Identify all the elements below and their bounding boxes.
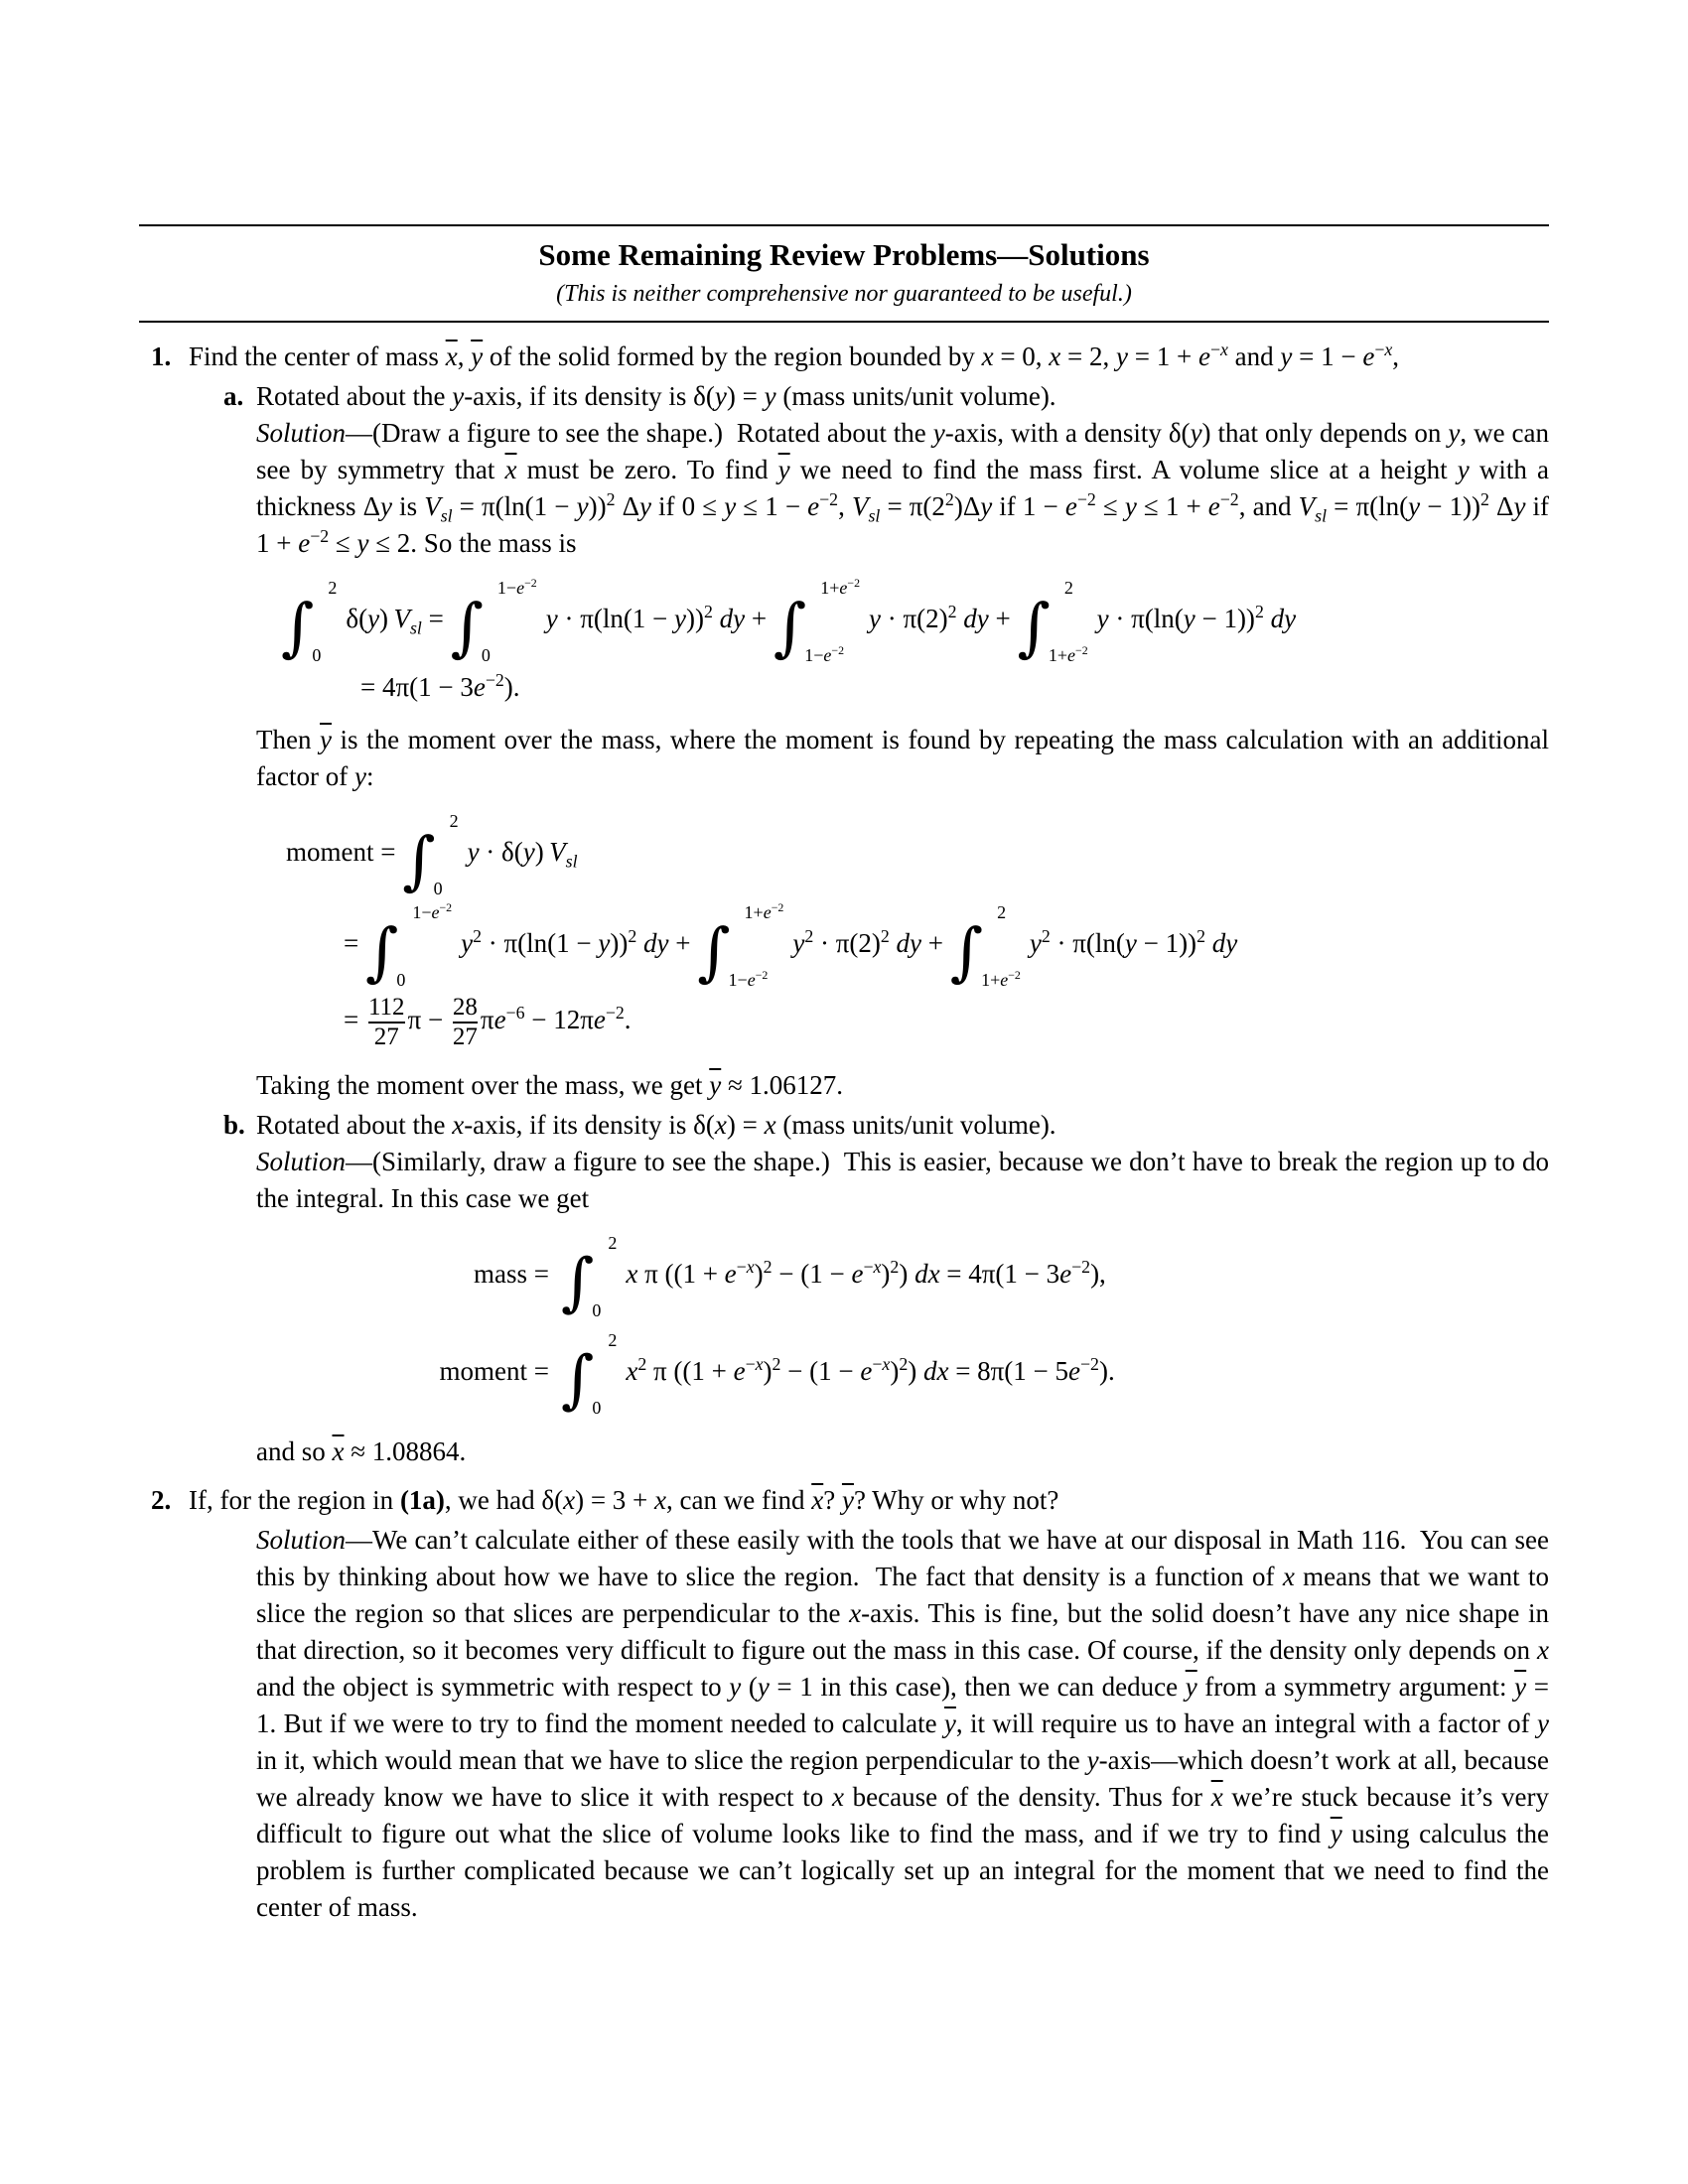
equation-moment-a (256, 811, 1549, 1051)
problem-2-statement: If, for the region in (1a), we had δ(x) = 3 + x, can we find $\overline{x}$? $\overline{y}$? Why or why not? (189, 1485, 1059, 1515)
problem-2-number: 2. (151, 1485, 172, 1515)
problem-2-solution: Solution—We can’t calculate either of these easily with the tools that we have at our disposal in Math 116. You can see this by thinking about how we have to slice the region. The fact that density is a function of x means that we want to slice the region so that slices are perpendicular to the x-axis. This is fine, but the solid doesn’t have any nice shape in that direction, so it becomes very difficult to figure out the mass in this case. Of course, if the density only depends on x and the object is symmetric with respect to y (y = 1 in this case), then we can deduce $\overline{y}$ from a symmetry argument: $\overline{y} = 1$. But if we were to try to find the moment needed to calculate $\overline{y}$, it will require us to have an integral with a factor of y in it, which would mean that we have to slice the region perpendicular to the y-axis—which doesn’t work at all, because we already know we have to slice it with respect to x because of the density. Thus for $\overline{x}$ we’re stuck because it’s very difficult to figure out what the slice of volume looks like to find the mass, and if we try to find $\overline{y}$ using calculus the problem is further complicated because we can’t logically set up an integral for the moment that we need to find the center of mass. (256, 1525, 1550, 1922)
equation-moment-b-expression: ∫ 2 0 $x^2$ π $((1 + e^{-x})^2 - (1 - e^{-x})^2)$ dx = $8\pi(1 - 5e^{-2})$. (561, 1330, 1115, 1418)
part-b-solution: Solution—(Similarly, draw a figure to see the shape.) This is easier, because we don’t have to break the region up to do the integral. In this case we get (256, 1147, 1549, 1213)
document-header (139, 226, 1549, 321)
problem-2 (139, 1482, 1549, 1926)
problem-1-part-b (189, 1107, 1549, 1470)
part-b-label: b. (223, 1110, 245, 1140)
part-a-text: Rotated about the y-axis, if its density is δ(y) = y (mass units/unit volume). (256, 381, 1056, 411)
part-a-body (256, 378, 1549, 1104)
page-subtitle: (This is neither comprehensive nor guaranteed to be useful.) (556, 281, 1132, 307)
problem-2-solution-spacer (223, 1522, 256, 1926)
equation-moment-a-line-2: = ∫ $1-e^{-2}$ 0 $y^2 \cdot \pi(\ln(1 - y))^2$ dy + ∫ $1+e^{-2}$ $1-e^{-2}$ $y^2 \cdot \pi(2)^2$ dy + ∫ 2 $1+e^{-2}$ $y^2 \cdot \pi(\ln(y - 1))^2$ dy (344, 900, 1238, 990)
document-body (139, 339, 1549, 1926)
problem-1-number: 1. (151, 341, 172, 371)
part-a-moment-paragraph: Then $\overline{y}$ is the moment over the mass, where the moment is found by repeating the mass calculation with an additional factor of y: (256, 725, 1549, 791)
part-b-result: and so $\overline{x} \approx 1.08864$. (256, 1436, 467, 1466)
problem-2-solution-body (256, 1522, 1549, 1926)
equation-mass-a-line-2: = $4\pi(1 - 3e^{-2})$. (360, 670, 520, 702)
part-b-body (256, 1107, 1549, 1470)
equation-mass-a (256, 578, 1549, 706)
equation-moment-b (382, 1330, 1549, 1418)
problem-1 (139, 339, 1549, 1470)
header-rule-bottom (139, 321, 1549, 323)
part-b-text: Rotated about the x-axis, if its density is δ(x) = x (mass units/unit volume). (256, 1110, 1056, 1140)
equation-mass-b-expression: ∫ 2 0 x π $((1 + e^{-x})^2 - (1 - e^{-x})^2)$ dx = $4\pi(1 - 3e^{-2})$, (561, 1233, 1106, 1320)
equation-mass-b (382, 1233, 1549, 1320)
equation-moment-b-label: moment = (439, 1356, 549, 1387)
equation-moment-a-line-1: moment = ∫ 2 0 y · δ(y) $V_{sl}$ (286, 811, 578, 898)
problem-1-part-a (189, 378, 1549, 1104)
equation-moment-a-line-3: = $\frac{112}{27}$ π − $\frac{28}{27}$ $\pi e^{-6} - 12\pi e^{-2}$. (344, 994, 632, 1050)
problem-1-statement: Find the center of mass $\overline{x}$, $\overline{y}$ of the solid formed by the region bounded by x = 0, x = 2, $y = 1 + e^{-x}$ and $y = 1 - e^{-x}$, (189, 340, 1400, 371)
equation-block-b (256, 1233, 1549, 1418)
problem-2-body (189, 1482, 1549, 1926)
equation-mass-a-line-1: ∫ 2 0 δ(y) $V_{sl}$ = ∫ $1-e^{-2}$ 0 $y \cdot \pi(\ln(1 - y))^2$ dy + ∫ $1+e^{-2}$ $1-e^{-2}$ $y \cdot \pi(2)^2$ dy + ∫ 2 $1+e^{-2}$ $y \cdot \pi(\ln(y - 1))^2$ dy (281, 576, 1297, 665)
part-a-result: Taking the moment over the mass, we get $\overline{y} \approx 1.06127$. (256, 1070, 844, 1100)
problem-2-solution-block (189, 1522, 1549, 1926)
part-a-label: a. (223, 381, 244, 411)
problem-1-body (189, 339, 1549, 1470)
part-a-solution: Solution—(Draw a figure to see the shape.) Rotated about the y-axis, with a density δ(y) that only depends on y, we can see by symmetry that $\overline{x}$ must be zero. To find $\overline{y}$ we need to find the mass first. A volume slice at a height y with a thickness Δy is $V_{sl} = \pi(\ln(1 - y))^2$ Δy if $0 \le y \le 1 - e^{-2}$, $V_{sl} = \pi(2^2)\Delta y$ if $1 - e^{-2} \le y \le 1 + e^{-2}$, and $V_{sl} = \pi(\ln(y - 1))^2$ Δy if $1 + e^{-2} \le y \le 2$. So the mass is (256, 418, 1550, 558)
page-title: Some Remaining Review Problems—Solutions (538, 237, 1150, 272)
equation-mass-b-label: mass = (474, 1259, 549, 1290)
